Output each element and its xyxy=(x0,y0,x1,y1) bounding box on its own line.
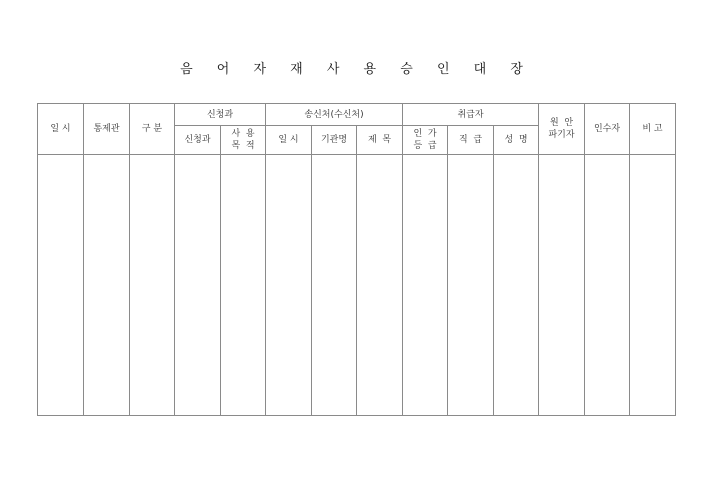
header-usage-purpose-line1: 사 용 xyxy=(231,129,255,139)
header-usage-purpose-line2: 목 적 xyxy=(231,141,255,151)
cell-date[interactable] xyxy=(38,155,84,416)
cell-remarks[interactable] xyxy=(630,155,676,416)
table-body-row xyxy=(38,155,676,416)
header-applicant-dept: 신청과 xyxy=(175,126,221,155)
header-original-destroyer-line1: 원 안 xyxy=(549,118,574,128)
header-rank: 직 급 xyxy=(448,126,494,155)
header-name: 성 명 xyxy=(494,126,539,155)
cell-sender-date[interactable] xyxy=(266,155,312,416)
header-clearance-line2: 등 급 xyxy=(413,141,437,151)
header-applicant-group: 신청과 xyxy=(175,104,266,126)
cell-receiver[interactable] xyxy=(585,155,630,416)
header-receiver: 인수자 xyxy=(585,104,630,155)
header-category: 구 분 xyxy=(130,104,175,155)
header-remarks: 비 고 xyxy=(630,104,676,155)
header-clearance-line1: 인 가 xyxy=(413,129,437,139)
header-sender-date: 일 시 xyxy=(266,126,312,155)
cell-rank[interactable] xyxy=(448,155,494,416)
cell-controller[interactable] xyxy=(84,155,130,416)
header-original-destroyer-line2: 파기자 xyxy=(548,130,575,140)
cell-original-destroyer[interactable] xyxy=(539,155,585,416)
cell-usage-purpose[interactable] xyxy=(221,155,266,416)
cell-applicant-dept[interactable] xyxy=(175,155,221,416)
cell-category[interactable] xyxy=(130,155,175,416)
ledger-table xyxy=(37,103,676,416)
header-original-destroyer xyxy=(539,104,585,155)
document-title: 음 어 자 재 사 용 승 인 대 장 xyxy=(180,62,533,77)
header-row-1 xyxy=(38,104,676,126)
header-handler-group: 취급자 xyxy=(403,104,539,126)
header-date: 일 시 xyxy=(38,104,84,155)
cell-sender-agency[interactable] xyxy=(312,155,357,416)
cell-name[interactable] xyxy=(494,155,539,416)
header-sender-subject: 제 목 xyxy=(357,126,403,155)
cell-clearance-level[interactable] xyxy=(403,155,448,416)
cell-sender-subject[interactable] xyxy=(357,155,403,416)
header-usage-purpose xyxy=(221,126,266,155)
header-sender-group: 송신처(수신처) xyxy=(266,104,403,126)
header-clearance-level xyxy=(403,126,448,155)
header-sender-agency: 기관명 xyxy=(312,126,357,155)
header-controller: 통제관 xyxy=(84,104,130,155)
